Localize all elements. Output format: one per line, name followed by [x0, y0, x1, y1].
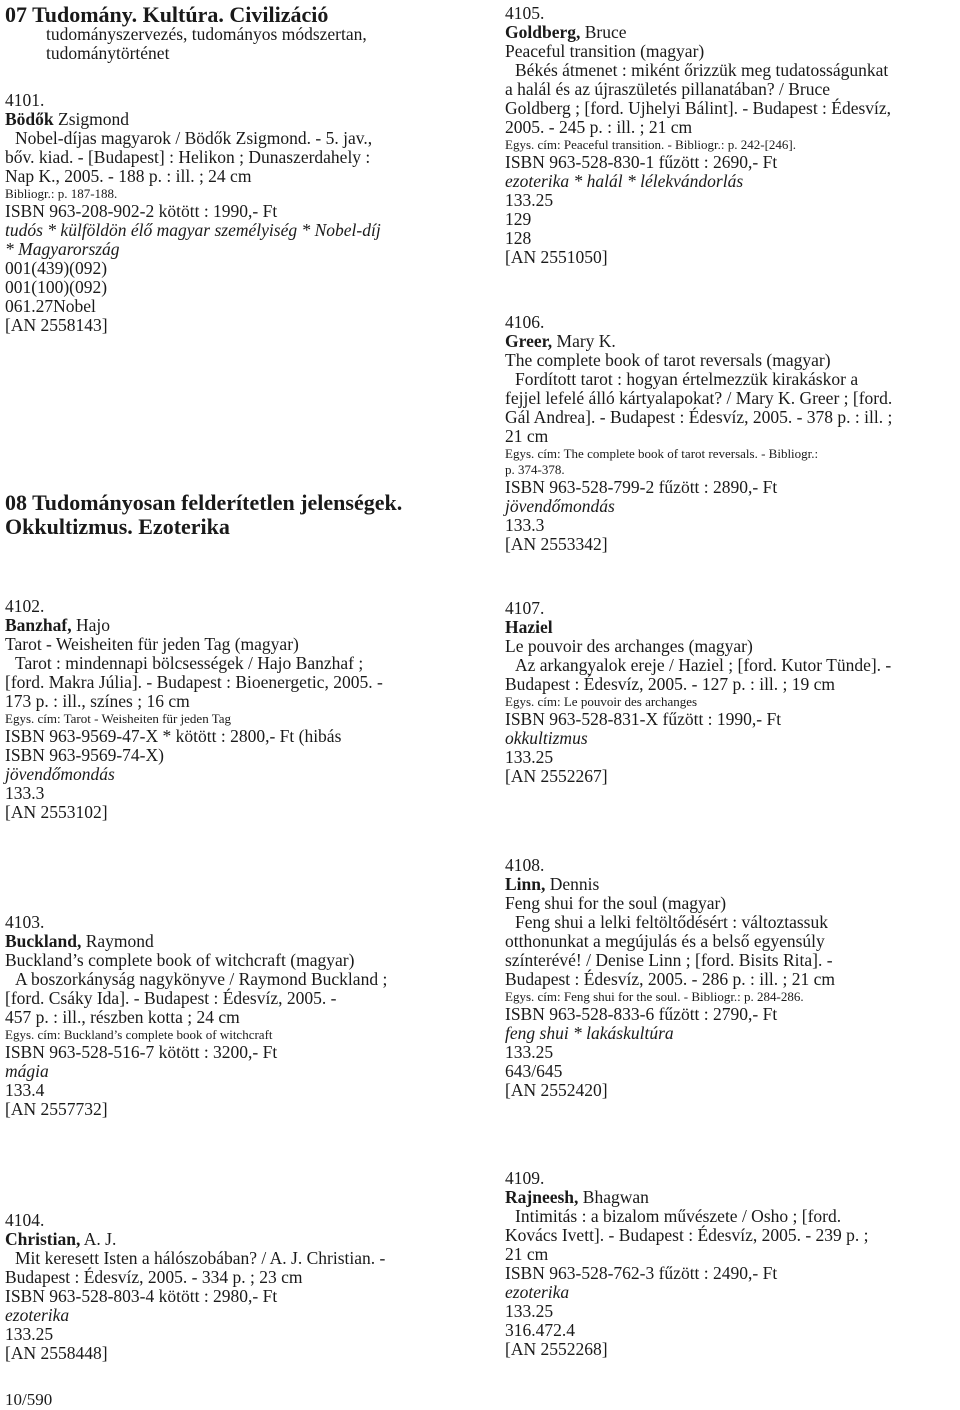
section-subtitle-line-2: tudománytörténet [46, 43, 170, 63]
author-surname: Christian, [5, 1229, 81, 1249]
entry-title-line: Nap K., 2005. - 188 p. : ill. ; 24 cm [5, 166, 252, 186]
entry-isbn: ISBN 963-528-799-2 fűzött : 2890,- Ft [505, 477, 778, 497]
entry-title-line: Tarot : mindennapi bölcsességek / Hajo Banzhaf ; [15, 653, 364, 673]
section-subtitle-line-1: tudományszervezés, tudományos módszertan, [46, 24, 367, 44]
entry-an: [AN 2552420] [505, 1080, 608, 1100]
entry-original-title: The complete book of tarot reversals (magyar) [505, 350, 831, 370]
entry-classification: 133.25 [5, 1324, 54, 1344]
entry-author [505, 1188, 960, 1207]
entry-an: [AN 2558143] [5, 315, 108, 335]
entry-classification: 061.27Nobel [5, 296, 96, 316]
entry-note: Egys. cím: The complete book of tarot reversals. - Bibliogr.: [505, 446, 819, 461]
entry-title-line: Budapest : Édesvíz, 2005. - 127 p. : ill. ; 19 cm [505, 674, 836, 694]
entry-author [5, 1230, 460, 1249]
entry-isbn: ISBN 963-528-833-6 fűzött : 2790,- Ft [505, 1004, 778, 1024]
entry-author [505, 618, 960, 637]
entry-title-line: Goldberg ; [ford. Ujhelyi Bálint]. - Budapest : Édesvíz, [505, 98, 892, 118]
entry-title-line: 457 p. : ill., részben kotta ; 24 cm [5, 1007, 240, 1027]
entry-isbn: ISBN 963-208-902-2 kötött : 1990,- Ft [5, 201, 278, 221]
entry-4105 [505, 4, 960, 267]
author-given-name: A. J. [83, 1229, 117, 1249]
entry-note: Egys. cím: Le pouvoir des archanges [505, 694, 698, 709]
entry-an: [AN 2553342] [505, 534, 608, 554]
entry-isbn: ISBN 963-528-803-4 kötött : 2980,- Ft [5, 1286, 278, 1306]
author-surname: Bödők [5, 109, 54, 129]
entry-title-line: Az arkangyalok ereje / Haziel ; [ford. Kutor Tünde]. - [515, 655, 892, 675]
entry-note: Egys. cím: Tarot - Weisheiten für jeden Tag [5, 711, 232, 726]
entry-number: 4103. [5, 912, 45, 932]
entry-number: 4107. [505, 598, 545, 618]
entry-an: [AN 2551050] [505, 247, 608, 267]
entry-isbn: ISBN 963-528-831-X fűzött : 1990,- Ft [505, 709, 782, 729]
entry-subjects: jövendőmondás [5, 764, 115, 784]
entry-subjects: mágia [5, 1061, 49, 1081]
entry-classification: 133.25 [505, 747, 554, 767]
entry-title-line: Budapest : Édesvíz, 2005. - 286 p. : ill. ; 21 cm [505, 969, 836, 989]
entry-title-line: 21 cm [505, 426, 549, 446]
entry-title-line: 2005. - 245 p. : ill. ; 21 cm [505, 117, 693, 137]
entry-number: 4104. [5, 1210, 45, 1230]
entry-title-line: fejjel lefelé álló kártyalapokat? / Mary K. Greer ; [ford. [505, 388, 893, 408]
section-title-07: 07 Tudomány. Kultúra. Civilizáció [5, 2, 329, 27]
author-given-name: Zsigmond [58, 109, 129, 129]
entry-4107 [505, 599, 960, 786]
entry-note: Bibliogr.: p. 187-188. [5, 186, 118, 201]
entry-note: Egys. cím: Feng shui for the soul. - Bibliogr.: p. 284-286. [505, 989, 804, 1004]
entry-title-line: [ford. Csáky Ida]. - Budapest : Édesvíz, 2005. - [5, 988, 337, 1008]
author-surname: Linn, [505, 874, 546, 894]
entry-isbn: ISBN 963-528-516-7 kötött : 3200,- Ft [5, 1042, 278, 1062]
section-title-08-line-2: Okkultizmus. Ezoterika [5, 514, 230, 539]
entry-number: 4101. [5, 90, 45, 110]
entry-subjects: feng shui * lakáskultúra [505, 1023, 674, 1043]
entry-isbn: ISBN 963-9569-47-X * kötött : 2800,- Ft (hibás [5, 726, 342, 746]
entry-title-line: a halál és az újraszületés pillanatában? / Bruce [505, 79, 831, 99]
entry-an: [AN 2553102] [5, 802, 108, 822]
entry-title-line: 21 cm [505, 1244, 549, 1264]
entry-number: 4108. [505, 855, 545, 875]
entry-classification: 001(439)(092) [5, 258, 108, 278]
entry-original-title: Le pouvoir des archanges (magyar) [505, 636, 753, 656]
entry-note: Egys. cím: Buckland’s complete book of witchcraft [5, 1027, 273, 1042]
entry-an: [AN 2552268] [505, 1339, 608, 1359]
entry-4106 [505, 313, 960, 554]
author-given-name: Hajo [75, 615, 111, 635]
entry-author [5, 110, 460, 129]
entry-classification: 316.472.4 [505, 1320, 575, 1340]
entry-number: 4105. [505, 3, 545, 23]
entry-author [5, 932, 460, 951]
entry-isbn: ISBN 963-528-762-3 fűzött : 2490,- Ft [505, 1263, 778, 1283]
entry-isbn: ISBN 963-528-830-1 fűzött : 2690,- Ft [505, 152, 778, 172]
entry-classification: 133.25 [505, 1301, 554, 1321]
entry-author [5, 616, 460, 635]
author-given-name: Bhagwan [582, 1187, 649, 1207]
entry-number: 4102. [5, 596, 45, 616]
entry-classification: 001(100)(092) [5, 277, 108, 297]
entry-title-line: Fordított tarot : hogyan értelmezzük kirakáskor a [515, 369, 859, 389]
author-surname: Banzhaf, [5, 615, 72, 635]
entry-title-line: 173 p. : ill., színes ; 16 cm [5, 691, 190, 711]
entry-title-line: Nobel-díjas magyarok / Bödők Zsigmond. - 5. jav., [15, 128, 373, 148]
entry-classification: 133.4 [5, 1080, 45, 1100]
author-surname: Haziel [505, 617, 553, 637]
entry-number: 4106. [505, 312, 545, 332]
entry-title-line: Mit keresett Isten a hálószobában? / A. J. Christian. - [15, 1248, 386, 1268]
entry-title-line: Békés átmenet : miként őrizzük meg tudatosságunkat [515, 60, 889, 80]
entry-note: Egys. cím: Peaceful transition. - Bibliogr.: p. 242-[246]. [505, 137, 797, 152]
entry-4109 [505, 1169, 960, 1359]
entry-title-line: [ford. Makra Júlia]. - Budapest : Bioenergetic, 2005. - [5, 672, 383, 692]
entry-classification: 129 [505, 209, 532, 229]
author-given-name: Mary K. [556, 331, 616, 351]
entry-number: 4109. [505, 1168, 545, 1188]
entry-an: [AN 2558448] [5, 1343, 108, 1363]
entry-title-line: színterévé! / Denise Linn ; [ford. Bisits Rita]. - [505, 950, 833, 970]
entry-title-line: bőv. kiad. - [Budapest] : Helikon ; Dunaszerdahely : [5, 147, 371, 167]
entry-original-title: Feng shui for the soul (magyar) [505, 893, 727, 913]
entry-note: p. 374-378. [505, 462, 565, 477]
author-surname: Goldberg, [505, 22, 581, 42]
entry-title-line: A boszorkányság nagykönyve / Raymond Buckland ; [15, 969, 388, 989]
entry-4102 [5, 597, 460, 822]
entry-4101 [5, 91, 460, 335]
entry-original-title: Tarot - Weisheiten für jeden Tag (magyar) [5, 634, 299, 654]
entry-classification: 133.25 [505, 190, 554, 210]
author-surname: Buckland, [5, 931, 82, 951]
entry-author [505, 23, 960, 42]
entry-subjects: ezoterika * halál * lélekvándorlás [505, 171, 744, 191]
entry-title-line: Feng shui a lelki feltöltődésért : változtassuk [515, 912, 828, 932]
section-title-08-line-1: 08 Tudományosan felderítetlen jelenségek. [5, 490, 403, 515]
entry-subjects: jövendőmondás [505, 496, 615, 516]
page-number: 10/590 [5, 1390, 53, 1409]
entry-classification: 133.25 [505, 1042, 554, 1062]
entry-4104 [5, 1211, 460, 1363]
entry-subjects: ezoterika [505, 1282, 570, 1302]
author-given-name: Bruce [584, 22, 627, 42]
entry-an: [AN 2552267] [505, 766, 608, 786]
entry-subjects: tudós * külföldön élő magyar személyiség * Nobel-díj [5, 220, 381, 240]
entry-4108 [505, 856, 960, 1100]
entry-classification: 643/645 [505, 1061, 563, 1081]
entry-title-line: otthonunkat a megújulás és a belső egyensúly [505, 931, 825, 951]
entry-original-title: Peaceful transition (magyar) [505, 41, 705, 61]
entry-subjects: ezoterika [5, 1305, 70, 1325]
entry-title-line: Budapest : Édesvíz, 2005. - 334 p. ; 23 cm [5, 1267, 303, 1287]
author-surname: Greer, [505, 331, 553, 351]
entry-title-line: Intimitás : a bizalom művészete / Osho ; [ford. [515, 1206, 842, 1226]
entry-4103 [5, 913, 460, 1119]
author-given-name: Dennis [549, 874, 600, 894]
entry-author [505, 332, 960, 351]
entry-author [505, 875, 960, 894]
entry-title-line: Kovács Ivett]. - Budapest : Édesvíz, 2005. - 239 p. ; [505, 1225, 869, 1245]
entry-original-title: Buckland’s complete book of witchcraft (magyar) [5, 950, 355, 970]
entry-subjects: okkultizmus [505, 728, 588, 748]
entry-isbn: ISBN 963-9569-74-X) [5, 745, 164, 765]
entry-classification: 133.3 [5, 783, 45, 803]
author-given-name: Raymond [85, 931, 154, 951]
entry-classification: 133.3 [505, 515, 545, 535]
entry-title-line: Gál Andrea]. - Budapest : Édesvíz, 2005. - 378 p. : ill. ; [505, 407, 893, 427]
entry-subjects: * Magyarország [5, 239, 120, 259]
entry-an: [AN 2557732] [5, 1099, 108, 1119]
entry-classification: 128 [505, 228, 532, 248]
author-surname: Rajneesh, [505, 1187, 579, 1207]
